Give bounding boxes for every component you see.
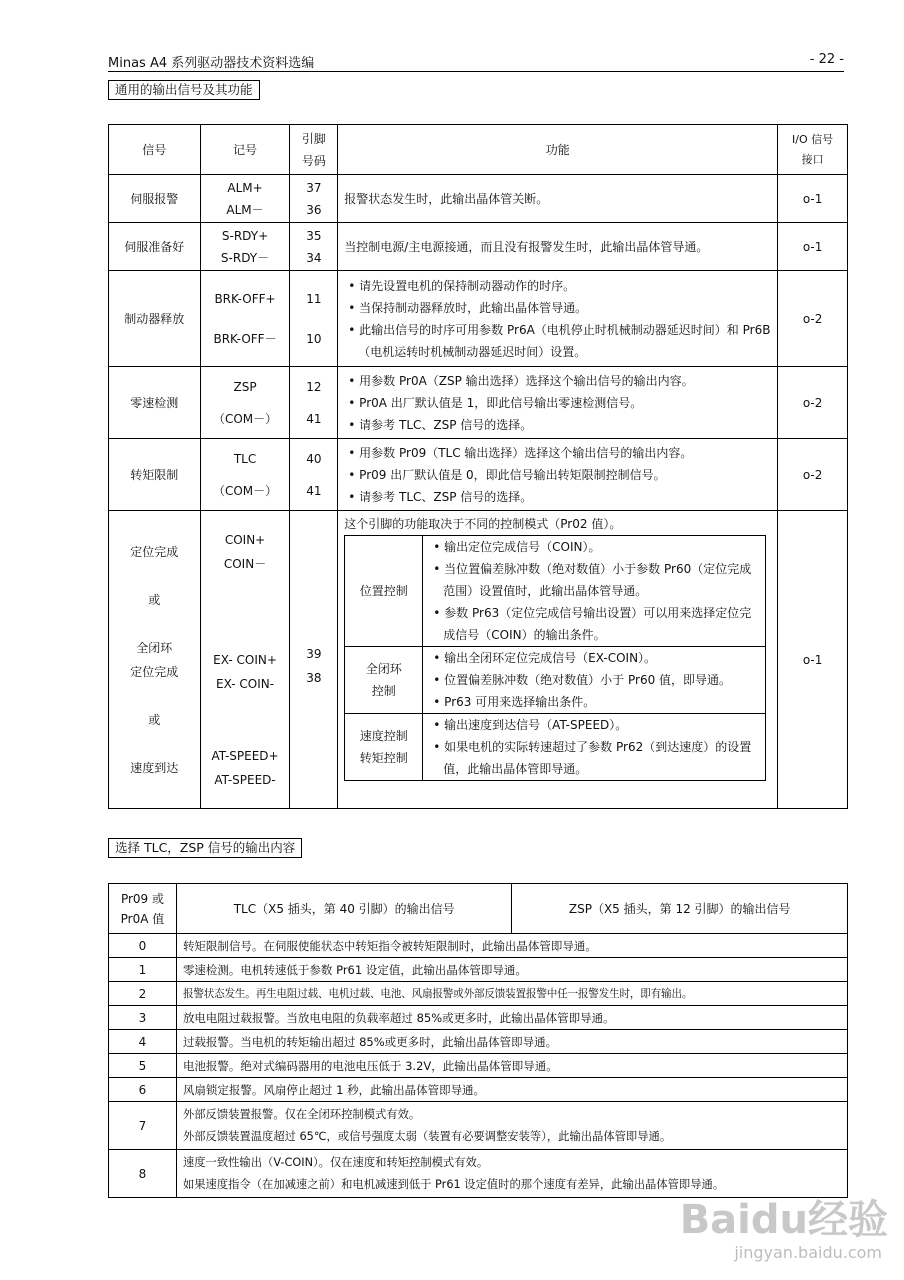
control-mode-table bbox=[344, 535, 766, 781]
col-header-zsp: ZSP（X5 插头，第 12 引脚）的输出信号 bbox=[512, 884, 848, 934]
mode-description: • 输出定位完成信号（COIN）。 • 当位置偏差脉冲数（绝对数值）小于参数 Pr60（定位完成范围）设置值时，此输出晶体管导通。 • 参数 Pr63（定位完成信号输出设置）可以用来选择定位完成信号（COIN）的输出条件。 bbox=[423, 536, 766, 647]
table-row bbox=[109, 1150, 848, 1198]
tlc-zsp-selection-table bbox=[108, 883, 848, 1198]
mode-row-speed-torque bbox=[345, 714, 766, 781]
param-value: 1 bbox=[109, 958, 177, 982]
output-description: 外部反馈装置报警。仅在全闭环控制模式有效。 外部反馈装置温度超过 65℃，或信号强度太弱（装置有必要调整安装等），此输出晶体管即导通。 bbox=[176, 1102, 847, 1150]
param-value: 5 bbox=[109, 1054, 177, 1078]
mode-row-position bbox=[345, 536, 766, 647]
param-value: 8 bbox=[109, 1150, 177, 1198]
pin-number: 12 41 bbox=[290, 367, 338, 439]
table-header-row bbox=[109, 884, 848, 934]
table-row bbox=[109, 1006, 848, 1030]
table-row bbox=[109, 367, 848, 439]
col-header-value: Pr09 或 Pr0A 值 bbox=[109, 884, 177, 934]
function-text: • 用参数 Pr09（TLC 输出选择）选择这个输出信号的输出内容。 • Pr09 出厂默认值是 0，即此信号输出转矩限制控制信号。 • 请参考 TLC、ZSP 信号的选择。 bbox=[338, 439, 778, 511]
output-description: 放电电阻过载报警。当放电电阻的负载率超过 85%或更多时，此输出晶体管即导通。 bbox=[176, 1006, 847, 1030]
document-title: Minas A4 系列驱动器技术资料选编 bbox=[108, 56, 315, 71]
mode-row-full-closed bbox=[345, 647, 766, 714]
table-row bbox=[109, 511, 848, 809]
output-description: 转矩限制信号。在伺服使能状态中转矩指令被转矩限制时，此输出晶体管即导通。 bbox=[176, 934, 847, 958]
function-text: 当控制电源/主电源接通，而且没有报警发生时，此输出晶体管导通。 bbox=[338, 223, 778, 271]
function-text: • 请先设置电机的保持制动器动作的时序。 • 当保持制动器释放时，此输出晶体管导通。 • 此输出信号的时序可用参数 Pr6A（电机停止时机械制动器延迟时间）和 Pr6B（电机运转时机械制动器延迟时间）设置。 bbox=[338, 271, 778, 367]
io-interface: o-2 bbox=[778, 271, 848, 367]
signal-name: 制动器释放 bbox=[109, 271, 201, 367]
col-header-signal: 信号 bbox=[109, 125, 201, 175]
table-row bbox=[109, 958, 848, 982]
table-row bbox=[109, 271, 848, 367]
param-value: 0 bbox=[109, 934, 177, 958]
pin-number: 39 38 bbox=[290, 511, 338, 809]
table-row bbox=[109, 439, 848, 511]
signal-name: 转矩限制 bbox=[109, 439, 201, 511]
signal-symbol: ZSP （COM－） bbox=[200, 367, 290, 439]
output-signal-table bbox=[108, 124, 848, 809]
mode-name: 全闭环 控制 bbox=[345, 647, 423, 714]
col-header-tlc: TLC（X5 插头，第 40 引脚）的输出信号 bbox=[176, 884, 512, 934]
signal-name: 伺服准备好 bbox=[109, 223, 201, 271]
section-title-output-signals: 通用的输出信号及其功能 bbox=[108, 80, 260, 100]
col-header-io: I/O 信号 接口 bbox=[778, 125, 848, 175]
table-row bbox=[109, 982, 848, 1006]
io-interface: o-1 bbox=[778, 511, 848, 809]
page-number: - 22 - bbox=[809, 52, 844, 67]
mode-name: 速度控制 转矩控制 bbox=[345, 714, 423, 781]
table-row bbox=[109, 223, 848, 271]
pin-number: 40 41 bbox=[290, 439, 338, 511]
signal-name: 零速检测 bbox=[109, 367, 201, 439]
output-description: 电池报警。绝对式编码器用的电池电压低于 3.2V，此输出晶体管即导通。 bbox=[176, 1054, 847, 1078]
io-interface: o-2 bbox=[778, 367, 848, 439]
function-text: 报警状态发生时，此输出晶体管关断。 bbox=[338, 175, 778, 223]
col-header-function: 功能 bbox=[338, 125, 778, 175]
output-description: 速度一致性输出（V-COIN）。仅在速度和转矩控制模式有效。 如果速度指令（在加减速之前）和电机减速到低于 Pr61 设定值时的那个速度有差异，此输出晶体管即导通。 bbox=[176, 1150, 847, 1198]
pin-number: 11 10 bbox=[290, 271, 338, 367]
col-header-pin: 引脚 号码 bbox=[290, 125, 338, 175]
output-description: 零速检测。电机转速低于参数 Pr61 设定值，此输出晶体管即导通。 bbox=[176, 958, 847, 982]
io-interface: o-1 bbox=[778, 175, 848, 223]
io-interface: o-1 bbox=[778, 223, 848, 271]
output-description: 过载报警。当电机的转矩输出超过 85%或更多时，此输出晶体管即导通。 bbox=[176, 1030, 847, 1054]
pin-number: 37 36 bbox=[290, 175, 338, 223]
table-row bbox=[109, 1078, 848, 1102]
table-row bbox=[109, 1030, 848, 1054]
page-header bbox=[108, 50, 844, 72]
signal-symbol: ALM+ ALM－ bbox=[200, 175, 290, 223]
signal-name: 定位完成 或 全闭环 定位完成 或 速度到达 bbox=[109, 511, 201, 809]
baidu-watermark-url: jingyan.baidu.com bbox=[734, 1243, 882, 1262]
table-row bbox=[109, 1054, 848, 1078]
section-title-tlc-zsp: 选择 TLC，ZSP 信号的输出内容 bbox=[108, 838, 302, 858]
mode-description: • 输出全闭环定位完成信号（EX-COIN）。 • 位置偏差脉冲数（绝对数值）小于 Pr60 值，即导通。 • Pr63 可用来选择输出条件。 bbox=[423, 647, 766, 714]
param-value: 6 bbox=[109, 1078, 177, 1102]
pin-number: 35 34 bbox=[290, 223, 338, 271]
table-row bbox=[109, 934, 848, 958]
mode-description: • 输出速度到达信号（AT-SPEED）。 • 如果电机的实际转速超过了参数 Pr62（到达速度）的设置值，此输出晶体管即导通。 bbox=[423, 714, 766, 781]
function-text: • 用参数 Pr0A（ZSP 输出选择）选择这个输出信号的输出内容。 • Pr0A 出厂默认值是 1，即此信号输出零速检测信号。 • 请参考 TLC、ZSP 信号的选择。 bbox=[338, 367, 778, 439]
signal-name: 伺服报警 bbox=[109, 175, 201, 223]
mode-intro: 这个引脚的功能取决于不同的控制模式（Pr02 值）。 bbox=[344, 517, 622, 531]
table-header-row bbox=[109, 125, 848, 175]
param-value: 3 bbox=[109, 1006, 177, 1030]
table-row bbox=[109, 1102, 848, 1150]
mode-name: 位置控制 bbox=[345, 536, 423, 647]
function-text bbox=[338, 511, 778, 809]
signal-symbol: COIN+ COIN－ EX- COIN+ EX- COIN- AT-SPEED+ AT-SPEED- bbox=[200, 511, 290, 809]
col-header-symbol: 记号 bbox=[200, 125, 290, 175]
baidu-watermark-logo: Baidu经验 bbox=[679, 1197, 888, 1243]
signal-symbol: BRK-OFF+ BRK-OFF－ bbox=[200, 271, 290, 367]
output-description: 报警状态发生。再生电阻过载、电机过载、电池、风扇报警或外部反馈装置报警中任一报警发生时，即有输出。 bbox=[176, 982, 847, 1006]
param-value: 7 bbox=[109, 1102, 177, 1150]
param-value: 4 bbox=[109, 1030, 177, 1054]
output-description: 风扇锁定报警。风扇停止超过 1 秒，此输出晶体管即导通。 bbox=[176, 1078, 847, 1102]
io-interface: o-2 bbox=[778, 439, 848, 511]
signal-symbol: S-RDY+ S-RDY－ bbox=[200, 223, 290, 271]
signal-symbol: TLC （COM－） bbox=[200, 439, 290, 511]
table-row bbox=[109, 175, 848, 223]
param-value: 2 bbox=[109, 982, 177, 1006]
